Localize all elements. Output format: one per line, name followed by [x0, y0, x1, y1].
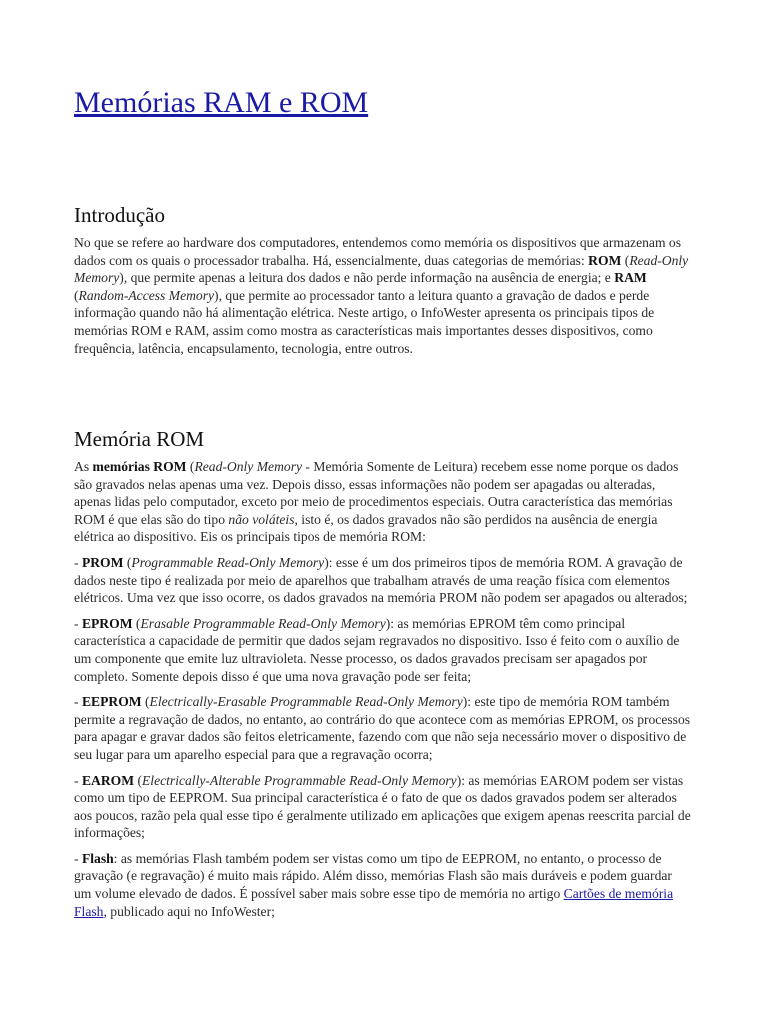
page-title — [74, 86, 368, 120]
rom-item-earom — [74, 772, 692, 842]
item-dash: - — [74, 554, 82, 570]
item-dash: - — [74, 850, 82, 866]
flash-article-link[interactable]: Cartões de memória Flash — [74, 886, 674, 919]
intro-ram-full: Random-Access Memory — [78, 287, 215, 303]
item-text: ): este tipo de memória ROM também permite a regravação de dados, no entanto, ao contrário do que acontece com as memórias EPROM, os processos para apagar e gravar dados são feitos eletricamente, fazendo com que não seja necessário mover o dispositivo de seu lugar para um aparelho especial para que a regravação ocorra; — [74, 694, 691, 762]
intro-paragraph — [74, 234, 692, 357]
item-name: PROM — [81, 554, 124, 570]
rom-p0-e: - Memória Somente de Leitura) recebem esse nome porque os dados são gravados nelas apenas uma vez. Depois disso, essas informações não podem ser apagadas ou alteradas, apenas lidas pelo computador, exceto por meio de procedimentos especiais. Outra característica das memórias ROM é que elas são do tipo — [74, 459, 679, 527]
item-open: ( — [123, 554, 132, 570]
item-name: EAROM — [81, 772, 135, 788]
rom-p0-g: , isto é, os dados gravados não são perdidos na ausência de energia elétrica ao dispositivo. Eis os principais tipos de memória ROM: — [74, 511, 658, 545]
item-open: ( — [134, 772, 142, 788]
item-name: EPROM — [81, 615, 133, 631]
item-full-name: Electrically-Alterable Programmable Read-Only Memory — [141, 772, 457, 788]
rom-intro-paragraph — [74, 458, 692, 546]
item-dash: - — [74, 615, 82, 631]
intro-text-1: No que se refere ao hardware dos computadores, entendemos como memória os dispositivos que armazenam os dados com os quais o processador trabalha. Há, essencialmente, duas categorias de memórias: — [74, 235, 681, 268]
item-open: ( — [141, 694, 150, 710]
page-title-link[interactable]: Memórias RAM e ROM — [74, 86, 369, 119]
item-dash: - — [74, 694, 82, 710]
item-full-name: Erasable Programmable Read-Only Memory — [140, 615, 386, 631]
rom-p0-bold: memórias ROM — [92, 459, 187, 474]
intro-text-5: ), que permite ao processador tanto a leitura quanto a gravação de dados e perde informação quando não há alimentação elétrica. Neste artigo, o InfoWester apresenta os principais tipos de memórias ROM e RAM, assim como mostra as características mais importantes desses dispositivos, como frequência, latência, encapsulamento, tecnologia, entre outros. — [74, 287, 655, 356]
item-open: ( — [132, 615, 141, 631]
intro-text-2: ( — [621, 252, 630, 268]
rom-p0-c: ( — [186, 459, 195, 474]
intro-text-4: ( — [74, 287, 79, 303]
intro-section — [74, 203, 692, 365]
rom-section — [74, 427, 692, 928]
rom-item-prom — [74, 554, 692, 607]
intro-ram-bold: RAM — [614, 270, 647, 286]
rom-item-eeprom — [74, 693, 692, 763]
item-full-name: Programmable Read-Only Memory — [131, 554, 325, 570]
item-name: Flash — [81, 850, 114, 866]
item-dash: - — [74, 772, 82, 788]
item-text: : as memórias Flash também podem ser vistas como um tipo de EEPROM, no entanto, o processo de gravação (e regravação) é muito mais rápido. Além disso, memórias Flash são mais duráveis e podem guardar um volume elevado de dados. É possível saber mais sobre esse tipo de memória no artigo — [74, 850, 672, 902]
rom-p0-nao-volateis: não voláteis — [228, 511, 295, 527]
item-text: ): as memórias EPROM têm como principal característica a capacidade de permitir que dados sejam regravados no dispositivo. Isso é feito com o auxílio de um componente que emite luz ultravioleta. Nesse processo, os dados gravados precisam ser apagados por completo. Somente depois disso é que uma nova gravação pode ser feita; — [74, 615, 680, 684]
rom-heading: Memória ROM — [74, 427, 205, 451]
intro-heading: Introdução — [74, 203, 165, 227]
rom-p0-a: As — [74, 459, 93, 474]
item-full-name: Electrically-Erasable Programmable Read-Only Memory — [149, 694, 463, 710]
rom-p0-italic: Read-Only Memory — [194, 459, 303, 474]
intro-text-3: ), que permite apenas a leitura dos dados e não perde informação na ausência de energia; e — [119, 270, 615, 286]
rom-item-eprom — [74, 615, 692, 685]
intro-rom-bold: ROM — [588, 252, 622, 268]
intro-rom-full: Read-Only Memory — [74, 252, 689, 286]
rom-item-flash — [74, 850, 692, 920]
item-text-after: , publicado aqui no InfoWester; — [103, 903, 275, 919]
item-text: ): esse é um dos primeiros tipos de memória ROM. A gravação de dados neste tipo é realizada por meio de aparelhos que trabalham através de uma reação física com elementos elétricos. Uma vez que isso ocorre, os dados gravados na memória PROM não podem ser apagados ou alterados; — [74, 554, 688, 606]
item-text: ): as memórias EAROM podem ser vistas como um tipo de EEPROM. Sua principal característica é o fato de que os dados gravados podem ser alterados aos poucos, razão pela qual esse tipo é geralmente utilizado em aplicações que exigem apenas reescrita parcial de informações; — [74, 772, 691, 841]
item-name: EEPROM — [81, 694, 142, 710]
